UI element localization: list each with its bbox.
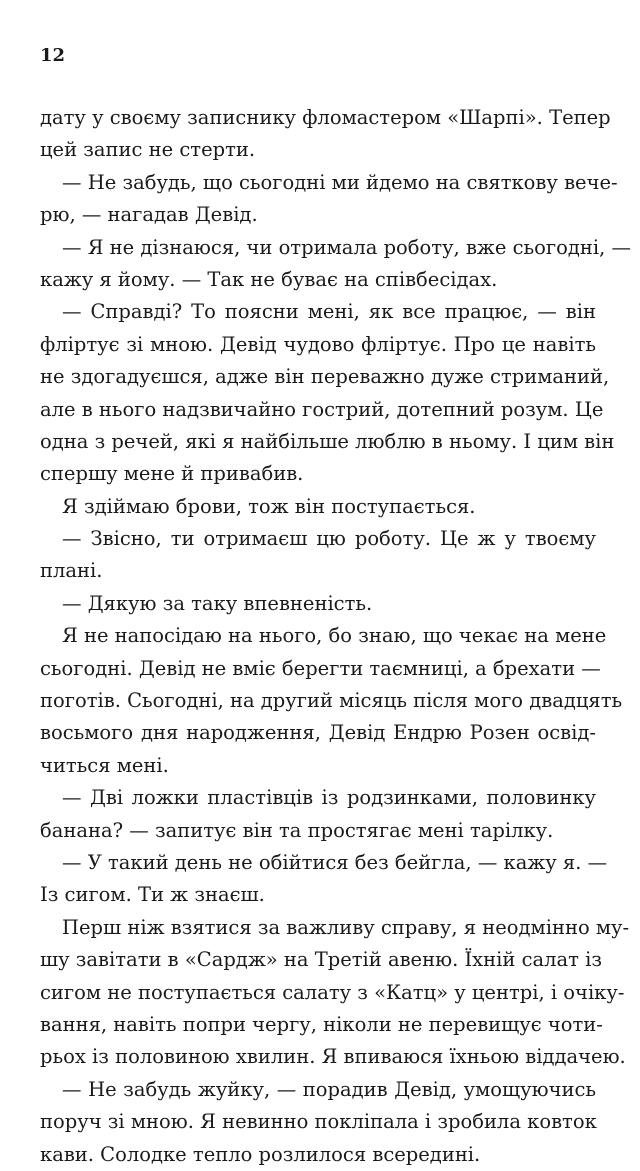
text-line: — Дві ложки пластівців із родзинками, половинку: [62, 786, 596, 810]
text-line: — Не забудь жуйку, — порадив Девід, умощуючись: [62, 1077, 596, 1101]
text-line: одна з речей, які я найбільше люблю в ньому. І цим він: [40, 429, 615, 453]
text-line: поготів. Сьогодні, на другий місяць після мого двадцять: [40, 689, 623, 713]
text-line: плані.: [40, 559, 103, 583]
text-line: — Не забудь, що сьогодні ми йдемо на святкову вече-: [62, 170, 618, 194]
text-line: Я здіймаю брови, тож він поступається.: [62, 494, 476, 518]
text-line: шу завітати в «Сардж» на Третій авеню. Їхній салат із: [40, 948, 603, 972]
text-line: — Звісно, ти отримаєш цю роботу. Це ж у твоєму: [62, 527, 596, 551]
text-line: фліртує зі мною. Девід чудово фліртує. Про це навіть: [40, 332, 596, 356]
text-line: спершу мене й привабив.: [40, 462, 304, 486]
text-line: рьох із половиною хвилин. Я впиваюся їхньою віддачею.: [40, 1045, 626, 1069]
text-line: восьмого дня народження, Девід Ендрю Розен освід-: [40, 721, 596, 745]
text-line: — Я не дізнаюся, чи отримала роботу, вже сьогодні, —: [62, 235, 631, 259]
text-line: цей запис не стерти.: [40, 138, 256, 162]
text-line: Із сигом. Ти ж знаєш.: [40, 883, 265, 907]
text-line: сьогодні. Девід не вміє берегти таємниці, а брехати —: [40, 656, 601, 680]
text-line: дату у своєму записнику фломастером «Шарпі». Тепер: [40, 106, 611, 129]
text-line: — Справді? То поясни мені, як все працює, — він: [62, 300, 596, 324]
text-line: читься мені.: [40, 753, 169, 777]
text-line: банана? — запитує він та простягає мені тарілку.: [40, 818, 554, 842]
text-line: поруч зі мною. Я невинно покліпала і зробила ковток: [40, 1110, 597, 1134]
text-line: сигом не поступається салату з «Катц» у центрі, і очіку-: [40, 980, 625, 1004]
text-line: — Дякую за таку впевненість.: [62, 591, 373, 615]
text-line: кави. Солодке тепло розлилося всередині.: [40, 1142, 481, 1166]
text-line: вання, навіть попри чергу, ніколи не перевищує чоти-: [40, 1012, 603, 1036]
text-line: рю, — нагадав Девід.: [40, 203, 258, 227]
text-line: кажу я йому. — Так не буває на співбесідах.: [40, 267, 498, 291]
text-line: не здогадуєшся, адже він переважно дуже стриманий,: [40, 365, 610, 389]
text-line: але в нього надзвичайно гострий, дотепний розум. Це: [40, 397, 604, 421]
text-line: Перш ніж взятися за важливу справу, я неодмінно му-: [62, 915, 630, 939]
text-line: Я не напосідаю на нього, бо знаю, що чекає на мене: [62, 624, 607, 648]
body-text: [40, 102, 631, 1171]
text-line: — У такий день не обійтися без бейгла, — кажу я. —: [62, 850, 608, 874]
page-number: 12: [40, 45, 66, 66]
